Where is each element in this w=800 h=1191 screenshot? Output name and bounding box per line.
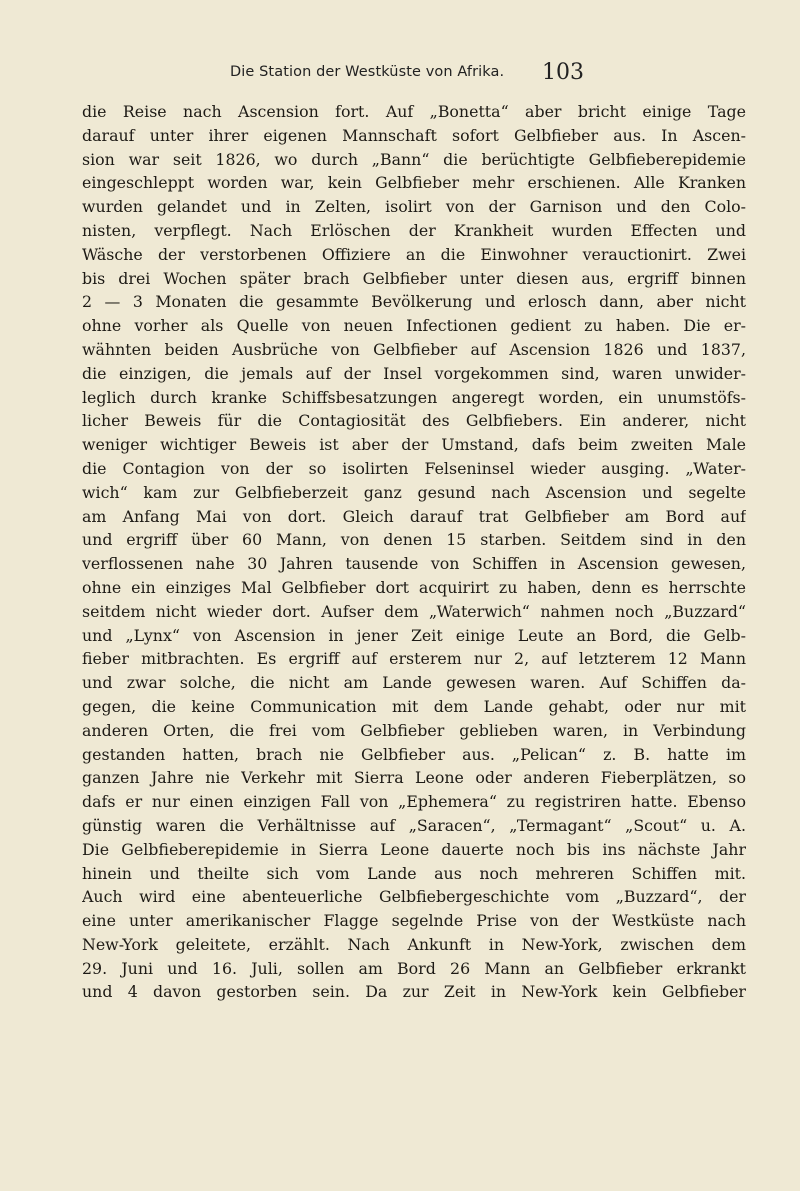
text-line: am Anfang Mai von dort. Gleich darauf trat Gelbfieber am Bord auf — [82, 506, 746, 526]
text-line: ohne vorher als Quelle von neuen Infectionen gedient zu haben. Die er- — [82, 316, 746, 336]
text-line: und 4 davon gestorben sein. Da zur Zeit in New-York kein Gelbfieber — [82, 982, 746, 1002]
text-line: eine unter amerikanischer Flagge segelnde Prise von der Westküste nach — [82, 911, 746, 931]
text-line: wurden gelandet und in Zelten, isolirt von der Garnison und den Colo- — [82, 197, 746, 217]
text-line: 2 — 3 Monaten die gesammte Bevölkerung und erlosch dann, aber nicht — [82, 292, 746, 312]
text-line: New-York geleitete, erzählt. Nach Ankunft in New-York, zwischen dem — [82, 934, 746, 954]
text-line: die Contagion von der so isolirten Felseninsel wieder ausging. „Water- — [82, 458, 746, 478]
text-line: darauf unter ihrer eigenen Mannschaft sofort Gelbfieber aus. In Ascen- — [82, 125, 746, 145]
text-line: bis drei Wochen später brach Gelbfieber unter diesen aus, ergriff binnen — [82, 268, 746, 288]
text-line: anderen Orten, die frei vom Gelbfieber geblieben waren, in Verbindung — [82, 720, 746, 740]
text-line: seitdem nicht wieder dort. Aufser dem „Waterwich“ nahmen noch „Buzzard“ — [82, 601, 746, 621]
running-head — [0, 60, 800, 100]
text-line: hinein und theilte sich vom Lande aus noch mehreren Schiffen mit. — [82, 863, 746, 883]
text-line: günstig waren die Verhältnisse auf „Saracen“, „Termagant“ „Scout“ u. A. — [82, 815, 746, 835]
text-line: eingeschleppt worden war, kein Gelbfieber mehr erschienen. Alle Kranken — [82, 173, 746, 193]
text-line: gestanden hatten, brach nie Gelbfieber aus. „Pelican“ z. B. hatte im — [82, 744, 746, 764]
text-line: wich“ kam zur Gelbfieberzeit ganz gesund nach Ascension und segelte — [82, 482, 746, 502]
text-line: weniger wichtiger Beweis ist aber der Umstand, dafs beim zweiten Male — [82, 435, 746, 455]
text-line: und ergriff über 60 Mann, von denen 15 starben. Seitdem sind in den — [82, 530, 746, 550]
text-line: dafs er nur einen einzigen Fall von „Ephemera“ zu registriren hatte. Ebenso — [82, 792, 746, 812]
text-line: leglich durch kranke Schiffsbesatzungen angeregt worden, ein unumstöfs- — [82, 387, 746, 407]
text-line: nisten, verpflegt. Nach Erlöschen der Krankheit wurden Effecten und — [82, 220, 746, 240]
page-number: 103 — [542, 60, 584, 85]
running-title: Die Station der Westküste von Afrika. — [230, 64, 505, 80]
text-line: fieber mitbrachten. Es ergriff auf ersterem nur 2, auf letzterem 12 Mann — [82, 649, 746, 669]
text-line: licher Beweis für die Contagiosität des Gelbfiebers. Ein anderer, nicht — [82, 411, 746, 431]
text-line: sion war seit 1826, wo durch „Bann“ die berüchtigte Gelbfieberepidemie — [82, 149, 746, 169]
text-line: 29. Juni und 16. Juli, sollen am Bord 26 Mann an Gelbfieber erkrankt — [82, 958, 746, 978]
text-line: gegen, die keine Communication mit dem Lande gehabt, oder nur mit — [82, 696, 746, 716]
text-line: und zwar solche, die nicht am Lande gewesen waren. Auf Schiffen da- — [82, 673, 746, 693]
text-line: wähnten beiden Ausbrüche von Gelbfieber auf Ascension 1826 und 1837, — [82, 339, 746, 359]
text-line: ohne ein einziges Mal Gelbfieber dort acquirirt zu haben, denn es herrschte — [82, 577, 746, 597]
text-line: die einzigen, die jemals auf der Insel vorgekommen sind, waren unwider- — [82, 363, 746, 383]
text-line: Die Gelbfieberepidemie in Sierra Leone dauerte noch bis ins nächste Jahr — [82, 839, 746, 859]
text-line: Auch wird eine abenteuerliche Gelbfiebergeschichte vom „Buzzard“, der — [82, 887, 746, 907]
text-line: die Reise nach Ascension fort. Auf „Bonetta“ aber bricht einige Tage — [82, 102, 746, 121]
text-line: Wäsche der verstorbenen Offiziere an die Einwohner verauctionirt. Zwei — [82, 244, 746, 264]
text-line: ganzen Jahre nie Verkehr mit Sierra Leone oder anderen Fieberplätzen, so — [82, 768, 746, 788]
body-text — [82, 100, 746, 1004]
text-line: und „Lynx“ von Ascension in jener Zeit einige Leute an Bord, die Gelb- — [82, 625, 746, 645]
text-line: verflossenen nahe 30 Jahren tausende von Schiffen in Ascension gewesen, — [82, 554, 746, 574]
